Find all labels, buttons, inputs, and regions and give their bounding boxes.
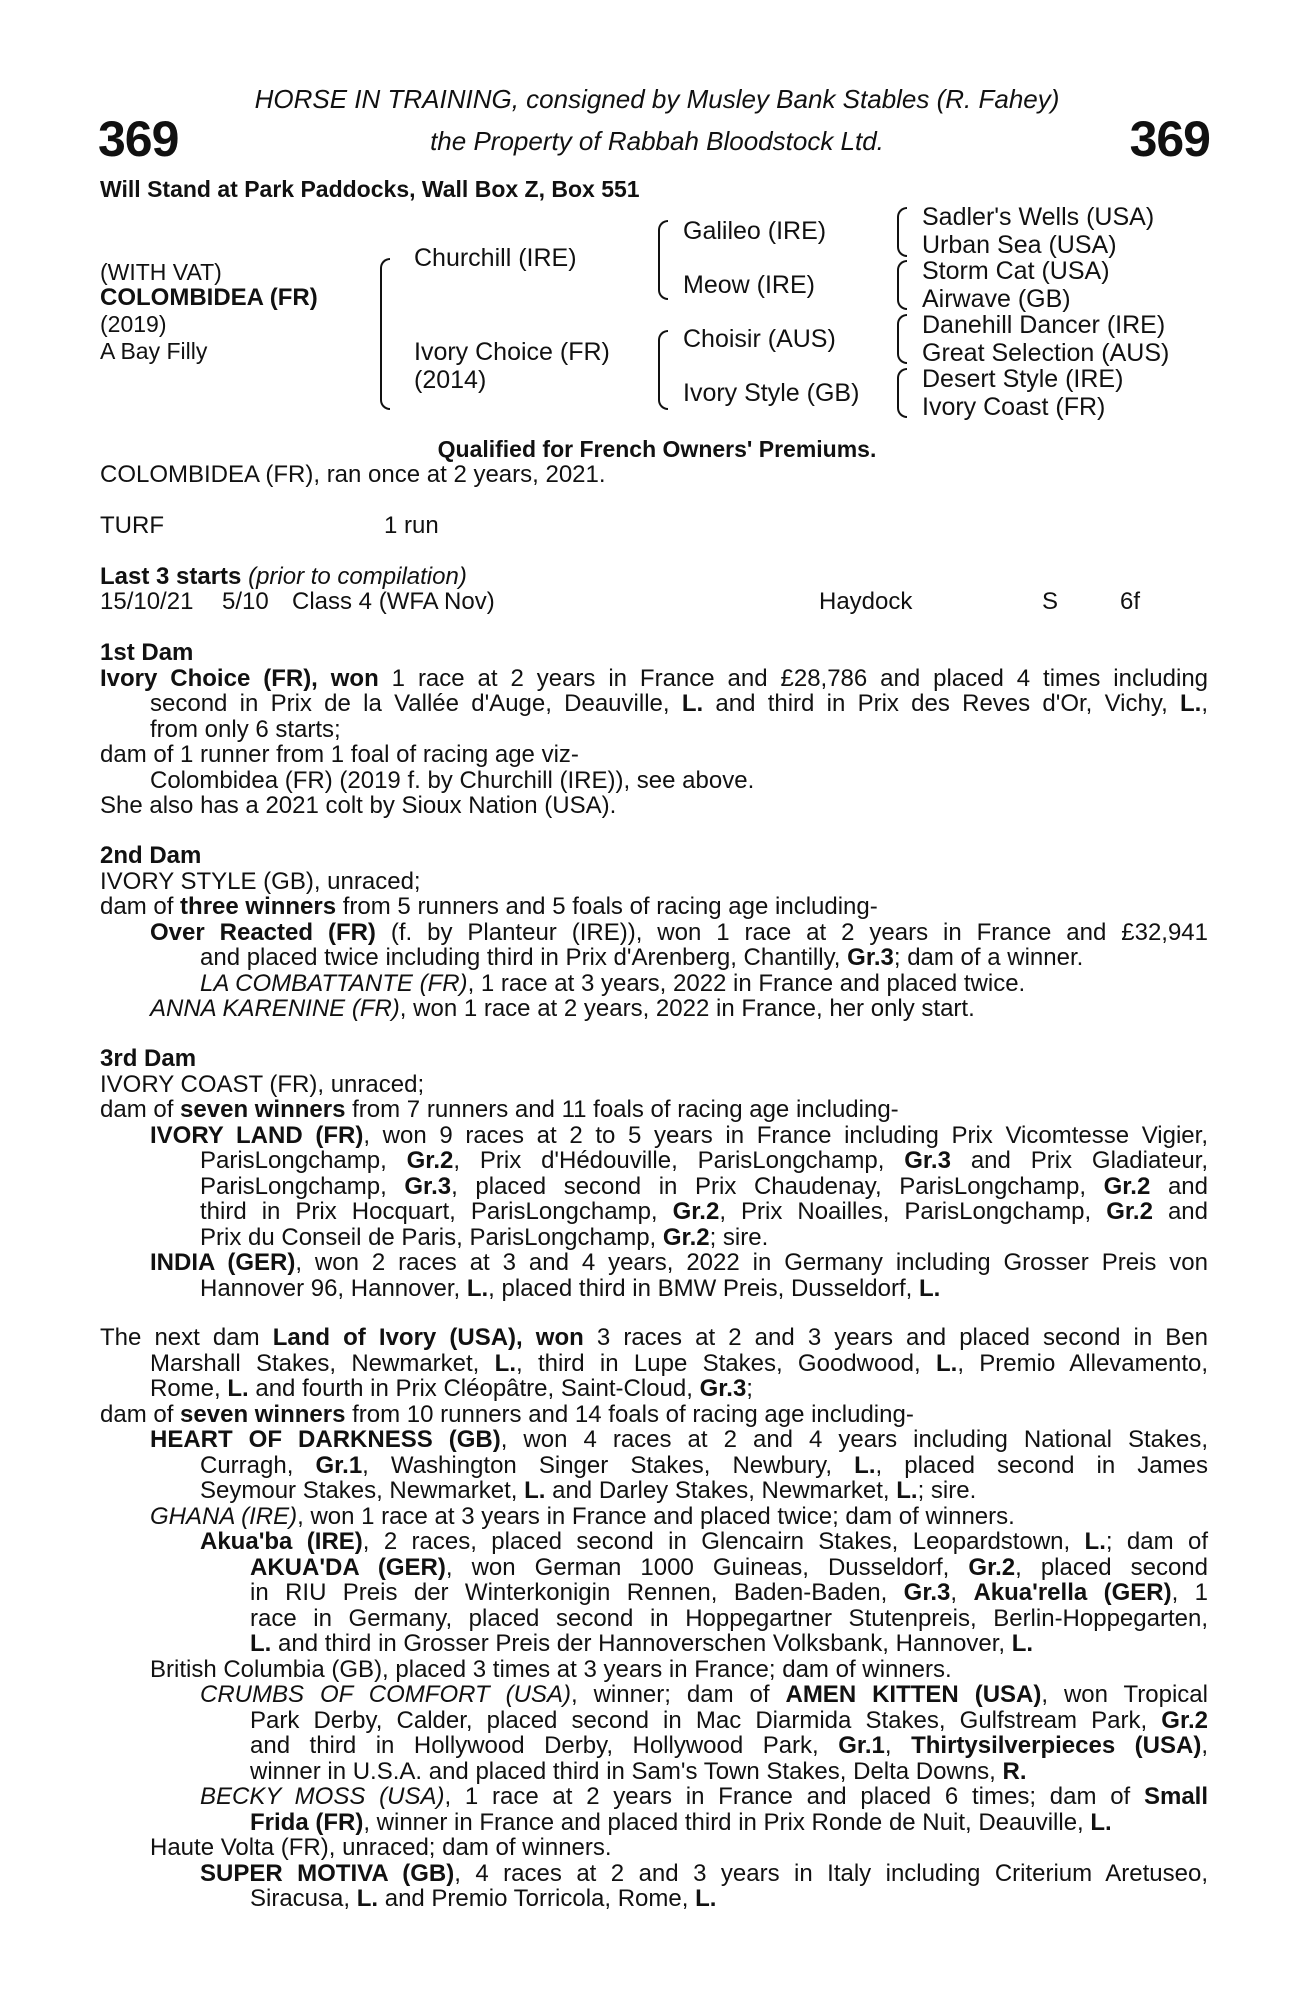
race-summary: COLOMBIDEA (FR), ran once at 2 years, 2021. xyxy=(100,461,606,488)
text: Hannover 96, Hannover, xyxy=(200,1274,467,1302)
second-dam-section xyxy=(100,843,1208,1022)
next-dam-line xyxy=(100,1733,1208,1759)
second-dam-line xyxy=(100,945,1208,971)
text: and third in Grosser Preis der Hannoverschen Volksbank, Hannover, xyxy=(271,1630,1012,1657)
text: The next dam xyxy=(100,1324,273,1351)
text: ; dam of a winner. xyxy=(893,944,1084,971)
second-dam-line xyxy=(100,996,1208,1022)
text: from 5 runners and 5 foals of racing age including- xyxy=(336,893,878,920)
listed-mark: L. xyxy=(896,1477,918,1504)
text: Rome, xyxy=(150,1375,228,1402)
first-dam-line: She also has a 2021 colt by Sioux Nation (USA). xyxy=(100,792,617,819)
dam-name: Land of Ivory (USA), won xyxy=(272,1324,584,1351)
group-mark: Gr.2 xyxy=(672,1198,720,1225)
produce-name: Akua'ba (IRE) xyxy=(200,1528,363,1555)
dam-sire: Choisir (AUS) xyxy=(683,325,836,353)
next-dam-line xyxy=(100,1861,1208,1887)
text: , Prix d'Hédouville, ParisLongchamp, xyxy=(453,1147,905,1174)
group-mark: Gr.3 xyxy=(847,944,894,971)
text: and xyxy=(1152,1198,1208,1225)
second-dam-line xyxy=(100,920,1208,946)
text: and third in Prix des Reves d'Or, Vichy, xyxy=(703,690,1180,717)
text: dam of xyxy=(100,1400,181,1428)
text: , won 2 races at 3 and 4 years, 2022 in Germany including Grosser Preis von xyxy=(295,1249,1208,1276)
produce-name: Frida (FR) xyxy=(250,1808,364,1836)
text: ; xyxy=(746,1375,753,1402)
first-dam-title: 1st Dam xyxy=(100,639,194,666)
third-dam-title: 3rd Dam xyxy=(100,1045,197,1072)
third-dam-line xyxy=(100,1174,1208,1200)
dam-year: (2014) xyxy=(414,366,487,394)
listed-mark: L. xyxy=(494,1349,516,1377)
consignor-line: HORSE IN TRAINING, consigned by Musley Bank Stables (R. Fahey) xyxy=(254,84,1060,114)
text: Park Derby, Calder, placed second in Mac Diarmida Stakes, Gulfstream Park, xyxy=(250,1706,1162,1734)
next-dam-line xyxy=(100,1682,1208,1708)
text: (f. by Planteur (IRE)), won 1 race at 2 years in France and £32,941 xyxy=(375,918,1208,946)
produce-name: ANNA KARENINE (FR) xyxy=(150,995,400,1022)
second-dam-title: 2nd Dam xyxy=(100,842,202,869)
first-dam-line xyxy=(100,666,1208,692)
text: , Premio Allevamento, xyxy=(957,1349,1209,1377)
produce-name: Small xyxy=(1143,1783,1208,1810)
group-mark: Gr.3 xyxy=(904,1147,951,1174)
next-dam-line xyxy=(100,1759,1208,1785)
text: and third in Hollywood Derby, Hollywood Park, xyxy=(250,1732,839,1759)
start-going: S xyxy=(1042,588,1059,615)
text: , placed second in Prix Chaudenay, ParisLongchamp, xyxy=(451,1172,1104,1200)
text: dam of xyxy=(100,1096,181,1123)
next-dam-line xyxy=(100,1529,1208,1555)
text: , 2 races, placed second in Glencairn Stakes, Leopardstown, xyxy=(362,1528,1085,1555)
text: , third in Lupe Stakes, Goodwood, xyxy=(515,1349,936,1377)
horse-description: A Bay Filly xyxy=(100,338,208,364)
third-dam-line xyxy=(100,1199,1208,1225)
third-dam-line: IVORY COAST (FR), unraced; xyxy=(100,1070,425,1098)
text: , won Tropical xyxy=(1041,1681,1208,1708)
next-dam-line: Haute Volta (FR), unraced; dam of winners. xyxy=(150,1834,612,1861)
text: and xyxy=(1150,1172,1208,1200)
listed-mark: L. xyxy=(250,1630,272,1657)
text: Siracusa, xyxy=(250,1885,357,1912)
text: and Darley Stakes, Newmarket, xyxy=(545,1477,897,1504)
text: and Premio Torricola, Rome, xyxy=(378,1885,696,1912)
winners-count: seven winners xyxy=(180,1096,346,1123)
group-mark: Gr.2 xyxy=(406,1147,454,1174)
produce-name: Thirtysilverpieces (USA) xyxy=(911,1732,1202,1759)
group-mark: Gr.1 xyxy=(315,1451,363,1479)
text: , won 4 races at 2 and 4 years including National Stakes, xyxy=(500,1426,1208,1453)
text: winner in U.S.A. and placed third in Sam's Town Stakes, Delta Downs, xyxy=(250,1757,1003,1785)
text: , placed third in BMW Preis, Dusseldorf, xyxy=(488,1274,919,1302)
third-dam-line xyxy=(100,1225,1208,1251)
produce-name: INDIA (GER) xyxy=(150,1249,296,1276)
produce-name: Over Reacted (FR) xyxy=(150,918,376,946)
dam-dam: Ivory Style (GB) xyxy=(683,379,860,407)
first-dam-line: dam of 1 runner from 1 foal of racing age viz- xyxy=(100,741,579,768)
last-starts-heading xyxy=(100,564,467,590)
text: ; sire. xyxy=(917,1477,977,1504)
text: , winner; dam of xyxy=(570,1681,786,1708)
lot-number-right: 369 xyxy=(1129,111,1210,167)
next-dam-line xyxy=(100,1325,1208,1351)
group-mark: Gr.3 xyxy=(699,1375,747,1402)
produce-name: BECKY MOSS (USA) xyxy=(200,1783,445,1810)
first-dam-line xyxy=(100,691,1208,717)
group-mark: Gr.1 xyxy=(838,1732,885,1759)
next-dam-line xyxy=(100,1478,1208,1504)
text: Seymour Stakes, Newmarket, xyxy=(200,1477,525,1504)
group-mark: Gr.2 xyxy=(968,1553,1016,1581)
next-dam-line: race in Germany, placed second in Hoppegartner Stutenpreis, Berlin-Hoppegarten, xyxy=(250,1604,1208,1632)
premiums-note: Qualified for French Owners' Premiums. xyxy=(437,436,877,462)
text: from 7 runners and 11 foals of racing age including- xyxy=(345,1096,899,1123)
text: , xyxy=(1201,1732,1209,1759)
third-dam-line xyxy=(100,1250,1208,1276)
sire: Churchill (IRE) xyxy=(414,244,577,272)
last-starts-note: (prior to compilation) xyxy=(248,563,467,590)
next-dam-line xyxy=(100,1555,1208,1581)
group-mark: Gr.2 xyxy=(662,1223,710,1251)
listed-mark: L. xyxy=(1084,1528,1106,1555)
group-mark: Gr.2 xyxy=(1161,1706,1208,1734)
record-surface: TURF xyxy=(100,512,164,539)
listed-mark: L. xyxy=(1180,690,1202,717)
ped-sds: Storm Cat (USA) xyxy=(922,257,1110,285)
listed-mark: L. xyxy=(524,1477,546,1504)
third-dam-line xyxy=(100,1276,1208,1302)
lot-number-left: 369 xyxy=(98,111,179,167)
listed-mark: L. xyxy=(681,690,704,717)
text: and Prix Gladiateur, xyxy=(950,1147,1208,1174)
group-mark: Gr.2 xyxy=(1106,1198,1153,1225)
text: , xyxy=(950,1579,974,1606)
pedigree-brace-2a xyxy=(658,220,668,300)
next-dam-line xyxy=(100,1504,1208,1530)
text: Curragh, xyxy=(200,1451,316,1479)
listed-mark: L. xyxy=(466,1274,489,1302)
produce-name: GHANA (IRE) xyxy=(150,1502,298,1530)
listed-mark: L. xyxy=(695,1885,717,1912)
horse-name: COLOMBIDEA (FR) xyxy=(100,284,318,311)
text: ; sire. xyxy=(709,1223,769,1251)
ped-ddd: Ivory Coast (FR) xyxy=(922,393,1106,421)
listed-mark: L. xyxy=(919,1274,941,1302)
ped-sdd: Airwave (GB) xyxy=(922,285,1071,313)
listed-mark: L. xyxy=(1090,1808,1112,1836)
next-dam-line xyxy=(100,1784,1208,1810)
next-dam-line xyxy=(100,1376,1208,1402)
text: , xyxy=(1201,690,1208,717)
text: Marshall Stakes, Newmarket, xyxy=(150,1349,495,1377)
next-dam-line xyxy=(100,1631,1208,1657)
stand-location: Will Stand at Park Paddocks, Wall Box Z, Box 551 xyxy=(100,176,640,202)
text: Prix du Conseil de Paris, ParisLongchamp, xyxy=(200,1223,663,1251)
text: , Prix Noailles, ParisLongchamp, xyxy=(719,1198,1107,1225)
start-course: Haydock xyxy=(819,588,913,615)
group-mark: Gr.3 xyxy=(404,1172,452,1200)
text: , won 1 race at 2 years, 2022 in France, her only start. xyxy=(399,995,975,1022)
ped-sss: Sadler's Wells (USA) xyxy=(922,203,1155,231)
text: , 1 xyxy=(1171,1579,1208,1606)
start-date: 15/10/21 xyxy=(100,588,194,615)
next-dam-section xyxy=(100,1325,1208,1912)
pedigree-brace-3c xyxy=(897,314,907,364)
first-dam-line: from only 6 starts; xyxy=(150,715,341,743)
start-distance: 6f xyxy=(1120,588,1141,615)
text: and fourth in Prix Cléopâtre, Saint-Cloud, xyxy=(248,1375,700,1402)
sire-dam: Meow (IRE) xyxy=(683,271,815,299)
produce-name: HEART OF DARKNESS (GB) xyxy=(150,1426,501,1453)
next-dam-line xyxy=(100,1453,1208,1479)
dam-name: Ivory Choice (FR), won xyxy=(100,664,379,692)
third-dam-line xyxy=(100,1123,1208,1149)
first-dam-section xyxy=(100,640,1208,819)
text: , won German 1000 Guineas, Dusseldorf, xyxy=(445,1553,969,1581)
text: 3 races at 2 and 3 years and placed second in Ben xyxy=(583,1324,1209,1351)
vat-note: (WITH VAT) xyxy=(100,259,222,285)
text: dam of xyxy=(100,893,181,920)
pedigree-brace-2b xyxy=(658,330,668,410)
text: , 1 race at 2 years in France and placed 6 times; dam of xyxy=(444,1783,1144,1810)
produce-name: AMEN KITTEN (USA) xyxy=(785,1681,1042,1708)
restricted-mark: R. xyxy=(1002,1757,1027,1785)
produce-name: SUPER MOTIVA (GB) xyxy=(200,1859,455,1887)
text: , 4 races at 2 and 3 years in Italy including Criterium Aretuseo, xyxy=(454,1859,1209,1887)
text: from 10 runners and 14 foals of racing age including- xyxy=(345,1400,914,1428)
pedigree-brace-3d xyxy=(897,368,907,418)
text: second in Prix de la Vallée d'Auge, Deauville, xyxy=(150,690,682,717)
pedigree-brace-3b xyxy=(897,260,907,310)
next-dam-line xyxy=(100,1886,1208,1912)
third-dam-line xyxy=(100,1148,1208,1174)
listed-mark: L. xyxy=(854,1451,876,1479)
third-dam-section xyxy=(100,1046,1208,1301)
produce-name: LA COMBATTANTE (FR) xyxy=(200,969,468,997)
group-mark: Gr.3 xyxy=(903,1579,951,1606)
text: , Washington Singer Stakes, Newbury, xyxy=(362,1451,855,1479)
ped-dss: Danehill Dancer (IRE) xyxy=(922,311,1166,339)
next-dam-line xyxy=(100,1427,1208,1453)
text: , placed second in James xyxy=(875,1451,1208,1479)
text: ParisLongchamp, xyxy=(200,1172,405,1200)
group-mark: Gr.2 xyxy=(1103,1172,1151,1200)
listed-mark: L. xyxy=(356,1885,379,1912)
ped-dsd: Great Selection (AUS) xyxy=(922,339,1170,367)
listed-mark: L. xyxy=(227,1375,249,1402)
produce-name: CRUMBS OF COMFORT (USA) xyxy=(200,1681,571,1708)
text: , 1 race at 3 years, 2022 in France and placed twice. xyxy=(467,969,1026,997)
text: , placed second xyxy=(1015,1553,1208,1581)
text: , winner in France and placed third in Prix Ronde de Nuit, Deauville, xyxy=(363,1808,1091,1836)
listed-mark: L. xyxy=(1011,1630,1034,1657)
pedigree-brace-1 xyxy=(380,258,390,410)
record-runs: 1 run xyxy=(384,512,439,539)
text: ParisLongchamp, xyxy=(200,1147,407,1174)
text: in RIU Preis der Winterkonigin Rennen, Baden-Baden, xyxy=(250,1579,904,1606)
ped-dds: Desert Style (IRE) xyxy=(922,365,1124,393)
next-dam-line: British Columbia (GB), placed 3 times at 3 years in France; dam of winners. xyxy=(150,1655,952,1683)
produce-name: Akua'rella (GER) xyxy=(973,1579,1172,1606)
text: ; dam of xyxy=(1105,1528,1209,1555)
next-dam-line xyxy=(100,1708,1208,1734)
start-race: Class 4 (WFA Nov) xyxy=(292,588,495,615)
produce-name: IVORY LAND (FR) xyxy=(150,1121,364,1149)
ped-ssd: Urban Sea (USA) xyxy=(922,231,1117,259)
text: and placed twice including third in Prix d'Arenberg, Chantilly, xyxy=(200,944,848,971)
text: , xyxy=(884,1732,912,1759)
first-dam-line: Colombidea (FR) (2019 f. by Churchill (IRE)), see above. xyxy=(150,766,755,794)
produce-name: AKUA'DA (GER) xyxy=(250,1553,446,1581)
second-dam-line xyxy=(100,971,1208,997)
second-dam-line xyxy=(100,894,1208,920)
last-starts-title: Last 3 starts xyxy=(100,563,242,590)
text: third in Prix Hocquart, ParisLongchamp, xyxy=(200,1198,673,1225)
third-dam-line xyxy=(100,1097,1208,1123)
text: , won 9 races at 2 to 5 years in France including Prix Vicomtesse Vigier, xyxy=(363,1121,1208,1149)
winners-count: seven winners xyxy=(180,1400,346,1428)
winners-count: three winners xyxy=(180,893,337,920)
pedigree-brace-3a xyxy=(897,207,907,257)
sire-sire: Galileo (IRE) xyxy=(683,217,827,245)
next-dam-line xyxy=(100,1810,1208,1836)
second-dam-line: IVORY STYLE (GB), unraced; xyxy=(100,867,421,895)
text: , won 1 race at 3 years in France and placed twice; dam of winners. xyxy=(297,1502,1015,1530)
property-line: the Property of Rabbah Bloodstock Ltd. xyxy=(430,126,884,156)
listed-mark: L. xyxy=(935,1349,958,1377)
next-dam-line xyxy=(100,1580,1208,1606)
next-dam-line xyxy=(100,1402,1208,1428)
next-dam-line xyxy=(100,1351,1208,1377)
dam: Ivory Choice (FR) xyxy=(414,338,610,366)
foal-year: (2019) xyxy=(100,311,167,337)
text: 1 race at 2 years in France and £28,786 and placed 4 times including xyxy=(378,664,1209,692)
start-position: 5/10 xyxy=(222,588,269,615)
